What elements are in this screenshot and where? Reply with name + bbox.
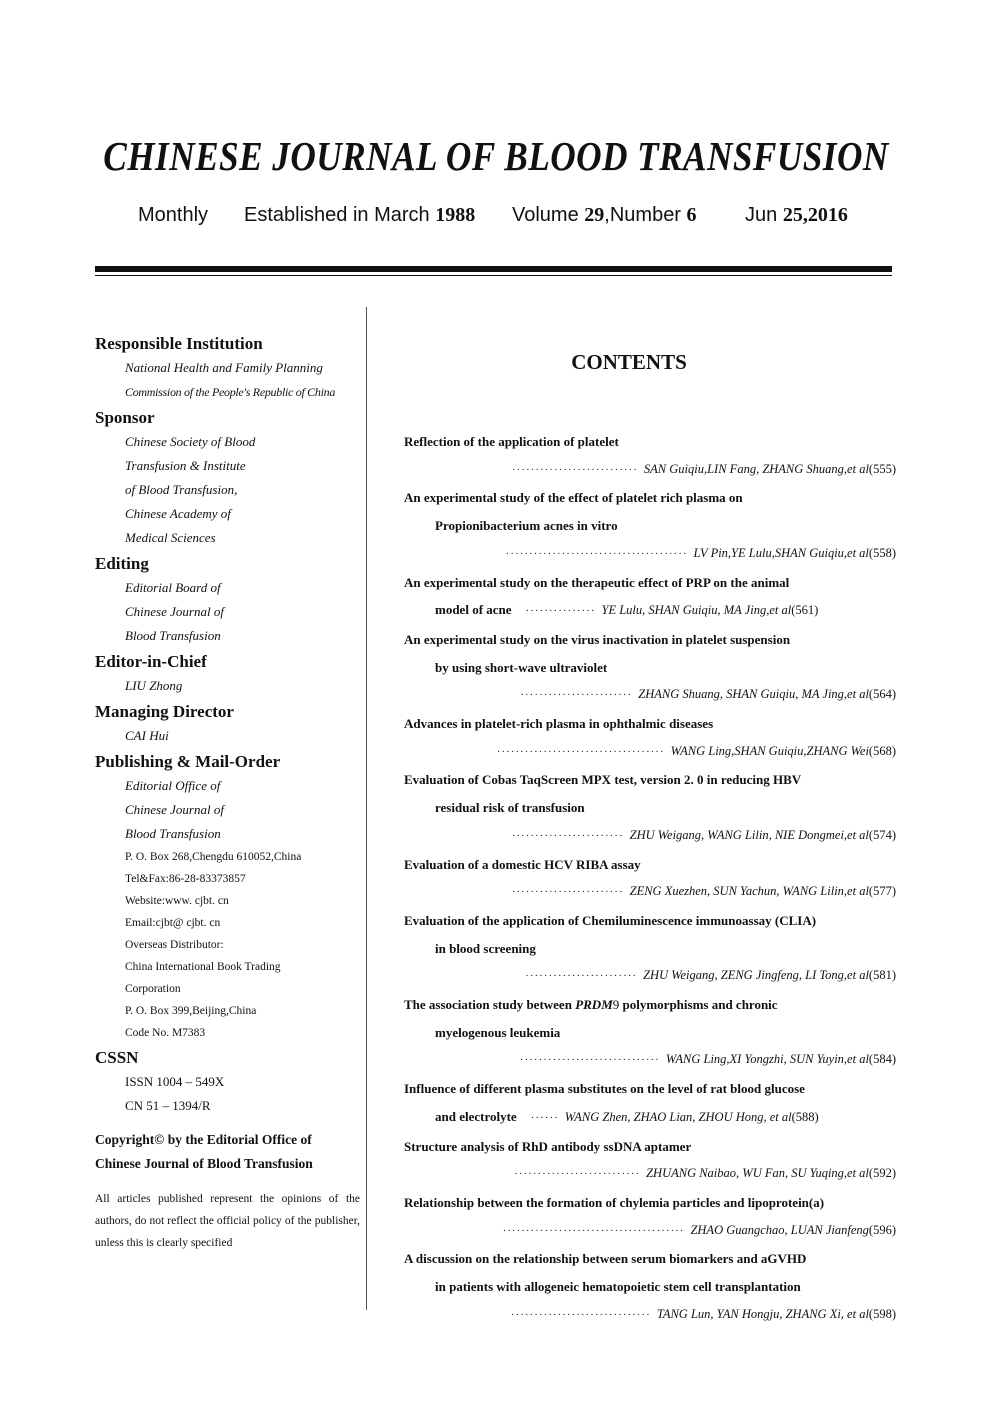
toc-title: A discussion on the relationship between serum biomarkers and aGVHD (404, 1251, 807, 1267)
address-line: Tel&Fax:86-28-83373857 (125, 873, 246, 885)
toc-authors: ZHUANG Naibao, WU Fan, SU Yuqing,et al (646, 1166, 869, 1181)
toc-author-line: ······································· LV Pin,YE Lulu,SHAN Guiqiu,et al (558) (404, 540, 896, 569)
toc-authors: ZHAO Guangchao, LUAN Jianfeng (690, 1222, 869, 1237)
toc-title: Structure analysis of RhD antibody ssDNA aptamer (404, 1138, 692, 1154)
contents-list (404, 428, 896, 1330)
publishing-line: Chinese Journal of (125, 802, 224, 817)
toc-author-line: ························ ZHU Weigang, WANG Lilin, NIE Dongmei,et al (574) (404, 822, 896, 851)
toc-authors: TANG Lun, YAN Hongju, ZHANG Xi, et al (656, 1306, 869, 1321)
editing-line: Editorial Board of (125, 580, 221, 595)
journal-title: CHINESE JOURNAL OF BLOOD TRANSFUSION (103, 133, 889, 179)
toc-author-line: ······································· ZHAO Guangchao, LUAN Jianfeng (596) (404, 1217, 896, 1246)
toc-title: The association study between PRDM9 polymorphisms and chronic (404, 997, 778, 1013)
toc-authors: ZENG Xuezhen, SUN Yachun, WANG Lilin,et al (629, 884, 869, 899)
responsible-line: National Health and Family Planning (125, 360, 323, 375)
contents-heading: CONTENTS (571, 350, 687, 374)
toc-authors: ZHU Weigang, ZENG Jingfeng, LI Tong,et al (643, 968, 869, 983)
toc-entry[interactable] (404, 569, 896, 626)
responsible-label: Responsible Institution (95, 334, 263, 353)
editing-label: Editing (95, 554, 149, 573)
toc-authors: YE Lulu, SHAN Guiqiu, MA Jing,et al (601, 603, 792, 618)
toc-title: Evaluation of Cobas TaqScreen MPX test, version 2. 0 in reducing HBV (404, 772, 802, 788)
toc-entry[interactable] (404, 1133, 896, 1189)
header-rule-thin (95, 275, 892, 276)
toc-page: (564) (868, 687, 896, 702)
toc-page: (581) (868, 968, 896, 983)
editing-line: Chinese Journal of (125, 604, 224, 619)
sponsor-line: of Blood Transfusion, (125, 482, 238, 497)
toc-entry[interactable] (404, 766, 896, 850)
toc-author-line: ························ ZHU Weigang, ZENG Jingfeng, LI Tong,et al (581) (404, 962, 896, 991)
toc-page: (577) (868, 884, 896, 899)
established: Established in March 1988 (244, 204, 476, 226)
toc-title: Relationship between the formation of chylemia particles and lipoprotein(a) (404, 1194, 825, 1210)
column-divider (366, 307, 367, 1310)
toc-entry[interactable] (404, 710, 896, 766)
toc-page: (561) (791, 603, 819, 618)
toc-entry[interactable] (404, 1189, 896, 1245)
address-line: Website:www. cjbt. cn (125, 895, 229, 907)
masthead-sidebar (95, 330, 360, 1254)
address-line: Code No. M7383 (125, 1027, 206, 1039)
disclaimer: All articles published represent the opinions of the authors, do not reflect the official policy of the publisher, unless this is clearly specified (95, 1193, 360, 1249)
address-line: Corporation (125, 983, 181, 995)
toc-authors: ZHANG Shuang, SHAN Guiqiu, MA Jing,et al (638, 687, 869, 702)
toc-title: An experimental study on the therapeutic effect of PRP on the animal (404, 574, 790, 590)
toc-author-line: ························ ZENG Xuezhen, SUN Yachun, WANG Lilin,et al (577) (404, 878, 896, 907)
toc-title: Evaluation of a domestic HCV RIBA assay (404, 856, 641, 872)
sponsor-label: Sponsor (95, 408, 155, 427)
publishing-line: Blood Transfusion (125, 826, 221, 841)
toc-page: (568) (868, 743, 896, 758)
toc-title: residual risk of transfusion (435, 800, 585, 816)
toc-entry[interactable] (404, 428, 896, 484)
toc-authors: WANG Ling,SHAN Guiqiu,ZHANG Wei (670, 743, 869, 758)
toc-authors: WANG Ling,XI Yongzhi, SUN Yuyin,et al (665, 1052, 869, 1067)
volume-number: Volume 29,Number 6 (512, 204, 697, 226)
toc-authors: ZHU Weigang, WANG Lilin, NIE Dongmei,et al (629, 827, 869, 842)
header-rule-thick (95, 266, 892, 272)
address-line: P. O. Box 399,Beijing,China (125, 1005, 257, 1017)
toc-title: An experimental study on the virus inactivation in platelet suspension (404, 631, 791, 647)
toc-title: in patients with allogeneic hematopoietic stem cell transplantation (435, 1279, 801, 1295)
sponsor-line: Transfusion & Institute (125, 458, 246, 473)
toc-title: Propionibacterium acnes in vitro (435, 518, 618, 534)
toc-title: by using short-wave ultraviolet (435, 659, 608, 675)
publishing-line: Editorial Office of (125, 778, 221, 793)
toc-title: in blood screening (435, 940, 536, 956)
publishing-label: Publishing & Mail-Order (95, 752, 281, 771)
cn-number: CN 51 – 1394/R (125, 1098, 211, 1113)
responsible-line: Commission of the People's Republic of China (125, 385, 336, 399)
toc-title: myelogenous leukemia (435, 1024, 561, 1040)
toc-entry[interactable] (404, 484, 896, 568)
toc-page: (596) (868, 1222, 896, 1237)
address-line: China International Book Trading (125, 961, 281, 973)
frequency: Monthly (138, 204, 209, 226)
chief-name: LIU Zhong (125, 678, 183, 693)
toc-page: (555) (868, 461, 896, 476)
toc-author-line: ························ ZHANG Shuang, SHAN Guiqiu, MA Jing,et al (564) (404, 681, 896, 710)
toc-entry[interactable] (404, 626, 896, 710)
address-line: Overseas Distributor: (125, 939, 224, 951)
toc-entry[interactable] (404, 1245, 896, 1329)
toc-title: model of acne ··············· YE Lulu, SHAN Guiqiu, MA Jing,et al(561) (435, 602, 819, 618)
toc-author-line: ··························· ZHUANG Naibao, WU Fan, SU Yuqing,et al (592) (404, 1160, 896, 1189)
toc-author-line: ···································· WANG Ling,SHAN Guiqiu,ZHANG Wei (568) (404, 738, 896, 767)
toc-page: (574) (868, 827, 896, 842)
toc-page: (592) (868, 1166, 896, 1181)
cssn-label: CSSN (95, 1048, 139, 1067)
address-line: P. O. Box 268,Chengdu 610052,China (125, 851, 302, 863)
toc-page: (584) (868, 1052, 896, 1067)
toc-title: Influence of different plasma substitutes on the level of rat blood glucose (404, 1081, 805, 1097)
toc-page: (598) (868, 1306, 896, 1321)
toc-author-line: ··························· SAN Guiqiu,LIN Fang, ZHANG Shuang,et al (555) (404, 456, 896, 485)
toc-title: An experimental study of the effect of platelet rich plasma on (404, 490, 743, 506)
toc-author-line: ······························ WANG Ling,XI Yongzhi, SUN Yuyin,et al (584) (404, 1046, 896, 1075)
toc-title: Reflection of the application of platelet (404, 434, 619, 449)
director-label: Managing Director (95, 702, 234, 721)
toc-authors: SAN Guiqiu,LIN Fang, ZHANG Shuang,et al (643, 461, 869, 476)
copyright: Copyright© by the Editorial Office of Chinese Journal of Blood Transfusion (95, 1132, 313, 1171)
address-line: Email:cjbt@ cjbt. cn (125, 917, 221, 929)
toc-entry[interactable] (404, 907, 896, 991)
issue-date: Jun 25,2016 (745, 204, 848, 226)
toc-author-line: ······························ TANG Lun, YAN Hongju, ZHANG Xi, et al (598) (404, 1301, 896, 1330)
toc-entry[interactable] (404, 991, 896, 1075)
sponsor-line: Chinese Society of Blood (125, 434, 256, 449)
toc-page: (558) (868, 545, 896, 560)
toc-title: Advances in platelet-rich plasma in ophthalmic diseases (404, 716, 714, 732)
sponsor-line: Medical Sciences (125, 530, 216, 545)
toc-page: (588) (791, 1109, 819, 1124)
toc-title: and electrolyte ······ WANG Zhen, ZHAO Lian, ZHOU Hong, et al(588) (435, 1108, 819, 1124)
toc-entry[interactable] (404, 851, 896, 907)
toc-authors: WANG Zhen, ZHAO Lian, ZHOU Hong, et al (564, 1109, 792, 1124)
toc-authors: LV Pin,YE Lulu,SHAN Guiqiu,et al (693, 545, 869, 560)
issn: ISSN 1004 – 549X (125, 1074, 225, 1089)
chief-label: Editor-in-Chief (95, 652, 207, 671)
director-name: CAI Hui (125, 728, 169, 743)
toc-title: Evaluation of the application of Chemiluminescence immunoassay (CLIA) (404, 912, 817, 928)
toc-entry[interactable] (404, 1075, 896, 1132)
sponsor-line: Chinese Academy of (125, 506, 231, 521)
editing-line: Blood Transfusion (125, 628, 221, 643)
